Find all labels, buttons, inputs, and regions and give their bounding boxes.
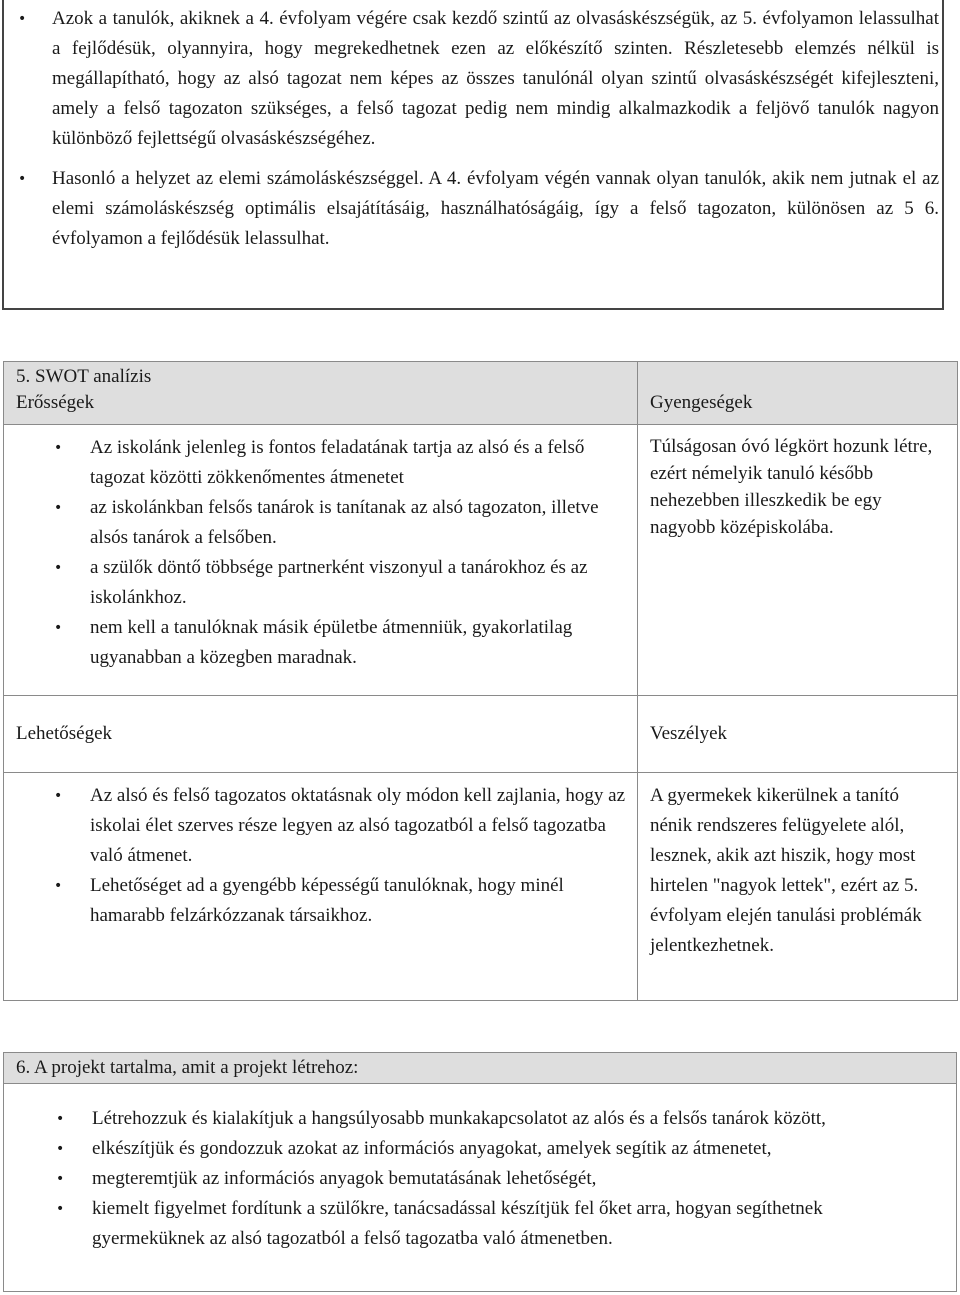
strength-item: • nem kell a tanulóknak másik épületbe átmenniük, gyakorlatilag ugyanabban a közegben maradnak. xyxy=(90,613,625,673)
strengths-list xyxy=(90,433,625,673)
weaknesses-header xyxy=(638,362,958,425)
opportunity-item: • Az alsó és felső tagozatos oktatásnak oly módon kell zajlania, hogy az iskolai élet szerves része legyen az alsó tagozatból a felső tagozatba való átmenet. xyxy=(90,781,625,871)
strengths-header xyxy=(4,362,638,425)
intro-bullet-2: • Hasonló a helyzet az elemi számoláskészséggel. A 4. évfolyam végén vannak olyan tanulók, akik nem jutnak el az elemi számoláskészség optimális elsajátításáig, használhatóságáig, így a felső tagozaton, különösen az 5 6. évfolyamon a fejlődésük lelassulhat. xyxy=(52,164,939,254)
project-item: • Létrehozzuk és kialakítjuk a hangsúlyosabb munkakapcsolatot az alós és a felsős tanárok között, xyxy=(92,1104,922,1134)
project-list xyxy=(92,1104,922,1254)
opportunities-label: Lehetőségek xyxy=(4,696,638,773)
opportunities-cell xyxy=(4,773,638,1001)
strength-item: • a szülők döntő többsége partnerként viszonyul a tanárokhoz és az iskolánkhoz. xyxy=(90,553,625,613)
strength-item: • az iskolánkban felsős tanárok is tanítanak az alsó tagozaton, illetve alsós tanárok a felsőben. xyxy=(90,493,625,553)
threats-label: Veszélyek xyxy=(638,696,958,773)
threats-text: A gyermekek kikerülnek a tanító nénik rendszeres felügyelete alól, lesznek, akik azt hiszik, hogy most hirtelen "nagyok lettek", ezért az 5. évfolyam elején tanulási problémák jelentkezhetnek. xyxy=(638,773,958,1001)
project-body xyxy=(4,1084,957,1292)
project-table xyxy=(3,1052,957,1292)
project-item: • kiemelt figyelmet fordítunk a szülőkre, tanácsadással készítjük fel őket arra, hogyan segíthetnek gyermeküknek az alsó tagozatból a felső tagozatba való átmenetben. xyxy=(92,1194,922,1254)
intro-list xyxy=(52,4,939,264)
project-item: • elkészítjük és gondozzuk azokat az információs anyagokat, amelyek segítik az átmenetet, xyxy=(92,1134,922,1164)
swot-title: 5. SWOT analízis xyxy=(16,366,152,387)
project-title: 6. A projekt tartalma, amit a projekt létrehoz: xyxy=(4,1053,957,1084)
intro-box xyxy=(2,0,944,310)
strengths-label: Erősségek xyxy=(16,392,95,413)
opportunity-item: • Lehetőséget ad a gyengébb képességű tanulóknak, hogy minél hamarabb felzárkózzanak társaikhoz. xyxy=(90,871,625,931)
intro-bullet-1: • Azok a tanulók, akiknek a 4. évfolyam végére csak kezdő szintű az olvasáskészségük, az 5. évfolyamon lelassulhat a fejlődésük, olyannyira, hogy megrekedhetnek ezen az előkészítő szinten. Részletesebb elemzés nélkül is megállapítható, hogy az alsó tagozat nem képes az összes tanulónál olyan szintű olvasáskészségét kifejleszteni, amely a felső tagozaton szükséges, a felső tagozat pedig nem mindig alkalmazkodik a feljövő tanulók nagyon különböző fejlettségű olvasáskészségéhez. xyxy=(52,4,939,154)
weaknesses-label: Gyengeségek xyxy=(650,392,753,413)
strengths-cell xyxy=(4,425,638,696)
opportunities-list xyxy=(90,781,625,931)
project-item: • megteremtjük az információs anyagok bemutatásának lehetőségét, xyxy=(92,1164,922,1194)
strength-item: • Az iskolánk jelenleg is fontos feladatának tartja az alsó és a felső tagozat közötti zökkenőmentes átmenetet xyxy=(90,433,625,493)
swot-table xyxy=(3,361,958,1001)
weaknesses-text: Túlságosan óvó légkört hozunk létre, ezért némelyik tanuló később nehezebben illeszkedik be egy nagyobb középiskolába. xyxy=(638,425,958,696)
